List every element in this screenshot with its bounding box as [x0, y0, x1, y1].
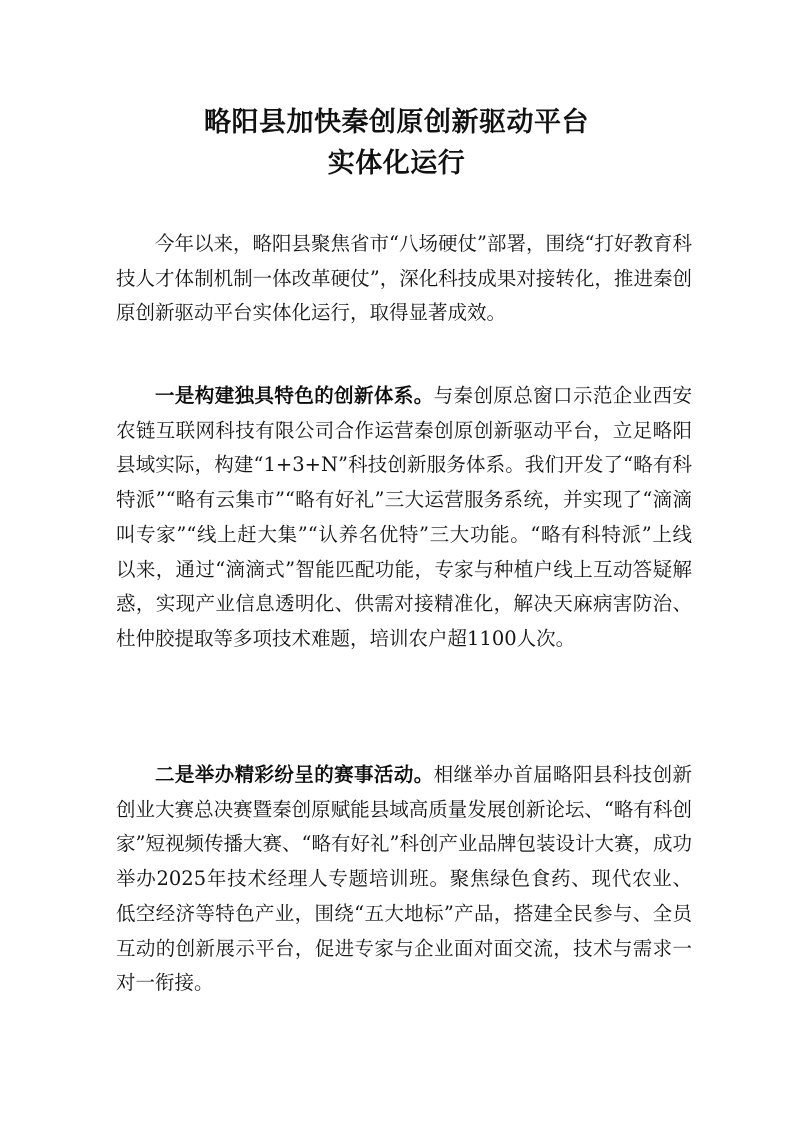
paragraph-competitions [116, 758, 692, 1001]
document-title-line1: 略阳县加快秦创原创新驱动平台 [204, 107, 589, 138]
paragraph-text: 与秦创原总窗口示范企业西安农链互联网科技有限公司合作运营秦创原创新驱动平台，立足略阳县域实际，构建“1+3+N”科技创新服务体系。我们开发了“略有科特派”“略有云集市”“略有好礼”三大运营服务系统，并实现了“滴滴叫专家”“线上赶大集”“认养名优特”三大功能。“略有科特派”上线以来，通过“滴滴式”智能匹配功能，专家与种植户线上互动答疑解惑，实现产业信息透明化、供需对接精准化，解决天麻病害防治、杜仲胶提取等多项技术难题，培训农户超1100人次。 [116, 384, 692, 650]
paragraph-text: 相继举办首届略阳县科技创新创业大赛总决赛暨秦创原赋能县域高质量发展创新论坛、“略有科创家”短视频传播大赛、“略有好礼”科创产业品牌包装设计大赛，成功举办2025年技术经理人专题培训班。聚焦绿色食药、现代农业、低空经济等特色产业，围绕“五大地标”产品，搭建全民参与、全员互动的创新展示平台，促进专家与企业面对面交流，技术与需求一对一衔接。 [116, 763, 692, 995]
paragraph-lead: 二是举办精彩纷呈的赛事活动。 [155, 763, 434, 786]
paragraph-text: 今年以来，略阳县聚焦省市“八场硬仗”部署，围绕“打好教育科技人才体制机制一体改革硬仗”，深化科技成果对接转化，推进秦创原创新驱动平台实体化运行，取得显著成效。 [116, 232, 692, 325]
document-title-line2: 实体化运行 [327, 148, 466, 179]
paragraph-intro [116, 227, 692, 331]
paragraph-lead: 一是构建独具特色的创新体系。 [155, 384, 434, 407]
paragraph-innovation-system [116, 379, 692, 657]
